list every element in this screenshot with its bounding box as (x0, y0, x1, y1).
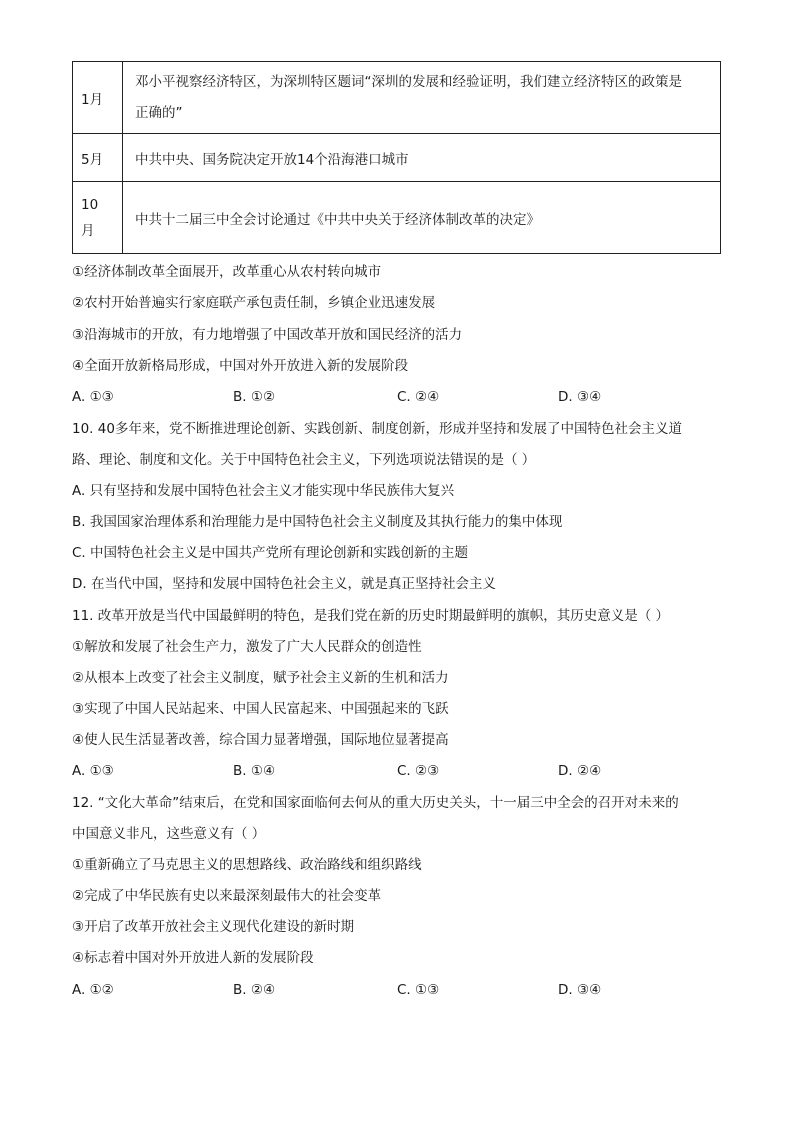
month-text: 10 (81, 196, 99, 213)
statement-line: ③开启了改革开放社会主义现代化建设的新时期 (72, 919, 355, 935)
choice-a[interactable]: A. 只有坚持和发展中国特色社会主义才能实现中华民族伟大复兴 (72, 483, 455, 499)
statement-line: ③沿海城市的开放，有力地增强了中国改革开放和国民经济的活力 (72, 327, 463, 343)
month-cell: 5月 (73, 134, 123, 182)
choice-b[interactable]: B. 我国国家治理体系和治理能力是中国特色社会主义制度及其执行能力的集中体现 (72, 514, 563, 530)
table-row (73, 62, 721, 134)
option-b[interactable]: B. ①② (233, 389, 276, 405)
option-d[interactable]: D. ③④ (558, 982, 602, 998)
option-row (72, 387, 722, 407)
statement-line: ②农村开始普遍实行家庭联产承包责任制，乡镇企业迅速发展 (72, 295, 436, 311)
question-stem: 12. “文化大革命”结束后，在党和国家面临何去何从的重大历史关头，十一届三中全会的召开对未来的 (72, 795, 679, 811)
question-stem: 路、理论、制度和文化。关于中国特色社会主义，下列选项说法错误的是（ ） (72, 452, 536, 468)
event-cell (123, 134, 721, 182)
question-stem: 10. 40多年来，党不断推进理论创新、实践创新、制度创新，形成并坚持和发展了中国特色社会主义道 (72, 421, 682, 437)
option-d[interactable]: D. ③④ (558, 389, 602, 405)
statement-line: ②从根本上改变了社会主义制度，赋予社会主义新的生机和活力 (72, 670, 449, 686)
month-text: 月 (81, 222, 95, 239)
option-a[interactable]: A. ①③ (72, 389, 114, 405)
question-stem: 中国意义非凡，这些意义有（ ） (72, 826, 266, 842)
option-b[interactable]: B. ②④ (233, 982, 276, 998)
event-text: 中共中央、国务院决定开放14个沿海港口城市 (135, 151, 409, 168)
statement-line: ①重新确立了马克思主义的思想路线、政治路线和组织路线 (72, 857, 422, 873)
month-cell: 1月 (73, 62, 123, 134)
statement-line: ④标志着中国对外开放进人新的发展阶段 (72, 950, 314, 966)
event-cell (123, 182, 721, 254)
option-a[interactable]: A. ①③ (72, 763, 114, 779)
statement-line: ④使人民生活显著改善，综合国力显著增强，国际地位显著提高 (72, 732, 449, 748)
option-c[interactable]: C. ②③ (397, 763, 440, 779)
option-c[interactable]: C. ①③ (397, 982, 440, 998)
option-row (72, 761, 722, 781)
option-a[interactable]: A. ①② (72, 982, 114, 998)
statement-line: ②完成了中华民族有史以来最深刻最伟大的社会变革 (72, 888, 382, 904)
statement-line: ①解放和发展了社会生产力，激发了广大人民群众的创造性 (72, 639, 422, 655)
statement-line: ④全面开放新格局形成，中国对外开放进入新的发展阶段 (72, 358, 409, 374)
question-stem: 11. 改革开放是当代中国最鲜明的特色，是我们党在新的历史时期最鲜明的旗帜，其历史意义是（ ） (72, 608, 670, 624)
event-text: 正确的” (135, 104, 183, 121)
month-cell (73, 182, 123, 254)
option-c[interactable]: C. ②④ (397, 389, 440, 405)
option-b[interactable]: B. ①④ (233, 763, 276, 779)
choice-d[interactable]: D. 在当代中国，坚持和发展中国特色社会主义，就是真正坚持社会主义 (72, 576, 496, 592)
event-cell (123, 62, 721, 134)
option-d[interactable]: D. ②④ (558, 763, 602, 779)
event-text: 邓小平视察经济特区，为深圳特区题词“深圳的发展和经验证明，我们建立经济特区的政策是 (135, 73, 682, 90)
table-row (73, 182, 721, 254)
choice-c[interactable]: C. 中国特色社会主义是中国共产党所有理论创新和实践创新的主题 (72, 545, 469, 561)
statement-line: ③实现了中国人民站起来、中国人民富起来、中国强起来的飞跃 (72, 701, 449, 717)
event-text: 中共十二届三中全会讨论通过《中共中央关于经济体制改革的决定》 (135, 211, 540, 228)
statement-line: ①经济体制改革全面展开，改革重心从农村转向城市 (72, 264, 382, 280)
table-row (73, 134, 721, 182)
option-row (72, 980, 722, 1000)
events-table (72, 61, 721, 254)
